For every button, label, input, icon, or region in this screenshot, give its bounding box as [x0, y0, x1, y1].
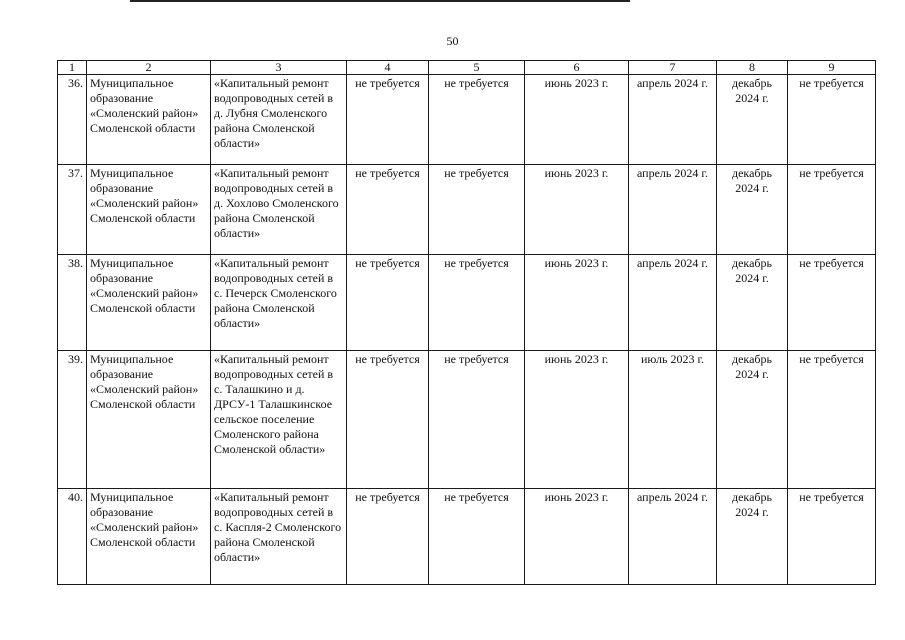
col8-cell: декабрь 2024 г.	[717, 75, 788, 165]
row-number: 39.	[58, 351, 87, 489]
municipality-cell: Муниципальное образование «Смоленский район» Смоленской области	[87, 165, 211, 255]
table-row	[58, 255, 876, 351]
header-cell: 3	[211, 61, 347, 75]
col9-cell: не требуется	[788, 255, 876, 351]
object-cell: «Капитальный ремонт водопроводных сетей в д. Лубня Смоленского района Смоленской области»	[211, 75, 347, 165]
col7-cell: июль 2023 г.	[629, 351, 717, 489]
header-cell: 8	[717, 61, 788, 75]
col5-cell: не требуется	[429, 351, 525, 489]
col6-cell: июнь 2023 г.	[525, 351, 629, 489]
col9-cell: не требуется	[788, 351, 876, 489]
object-cell: «Капитальный ремонт водопроводных сетей в с. Талашкино и д. ДРСУ-1 Талашкинское сельское поселение Смоленского района Смоленской области»	[211, 351, 347, 489]
col6-cell: июнь 2023 г.	[525, 255, 629, 351]
col6-cell: июнь 2023 г.	[525, 75, 629, 165]
municipality-cell: Муниципальное образование «Смоленский район» Смоленской области	[87, 255, 211, 351]
object-cell: «Капитальный ремонт водопроводных сетей в с. Каспля-2 Смоленского района Смоленской области»	[211, 489, 347, 585]
table-header-row	[58, 61, 876, 75]
header-cell: 2	[87, 61, 211, 75]
col8-cell: декабрь 2024 г.	[717, 351, 788, 489]
col5-cell: не требуется	[429, 75, 525, 165]
row-number: 38.	[58, 255, 87, 351]
col7-cell: апрель 2024 г.	[629, 75, 717, 165]
data-table	[57, 60, 876, 585]
col4-cell: не требуется	[347, 489, 429, 585]
object-cell: «Капитальный ремонт водопроводных сетей в д. Хохлово Смоленского района Смоленской области»	[211, 165, 347, 255]
col9-cell: не требуется	[788, 489, 876, 585]
col6-cell: июнь 2023 г.	[525, 489, 629, 585]
row-number: 37.	[58, 165, 87, 255]
col7-cell: апрель 2024 г.	[629, 165, 717, 255]
col7-cell: апрель 2024 г.	[629, 255, 717, 351]
header-cell: 9	[788, 61, 876, 75]
table-row	[58, 351, 876, 489]
col7-cell: апрель 2024 г.	[629, 489, 717, 585]
col4-cell: не требуется	[347, 255, 429, 351]
col5-cell: не требуется	[429, 489, 525, 585]
header-cell: 4	[347, 61, 429, 75]
header-cell: 7	[629, 61, 717, 75]
col5-cell: не требуется	[429, 255, 525, 351]
header-cell: 1	[58, 61, 87, 75]
header-cell: 6	[525, 61, 629, 75]
municipality-cell: Муниципальное образование «Смоленский район» Смоленской области	[87, 75, 211, 165]
row-number: 40.	[58, 489, 87, 585]
top-rule	[130, 0, 630, 2]
table-row	[58, 165, 876, 255]
page-number: 50	[446, 34, 459, 48]
header-cell: 5	[429, 61, 525, 75]
col4-cell: не требуется	[347, 165, 429, 255]
col6-cell: июнь 2023 г.	[525, 165, 629, 255]
col8-cell: декабрь 2024 г.	[717, 489, 788, 585]
municipality-cell: Муниципальное образование «Смоленский район» Смоленской области	[87, 351, 211, 489]
table-row	[58, 489, 876, 585]
col5-cell: не требуется	[429, 165, 525, 255]
col4-cell: не требуется	[347, 75, 429, 165]
col8-cell: декабрь 2024 г.	[717, 165, 788, 255]
object-cell: «Капитальный ремонт водопроводных сетей в с. Печерск Смоленского района Смоленской области»	[211, 255, 347, 351]
col9-cell: не требуется	[788, 75, 876, 165]
col4-cell: не требуется	[347, 351, 429, 489]
row-number: 36.	[58, 75, 87, 165]
col8-cell: декабрь 2024 г.	[717, 255, 788, 351]
municipality-cell: Муниципальное образование «Смоленский район» Смоленской области	[87, 489, 211, 585]
table-row	[58, 75, 876, 165]
col9-cell: не требуется	[788, 165, 876, 255]
